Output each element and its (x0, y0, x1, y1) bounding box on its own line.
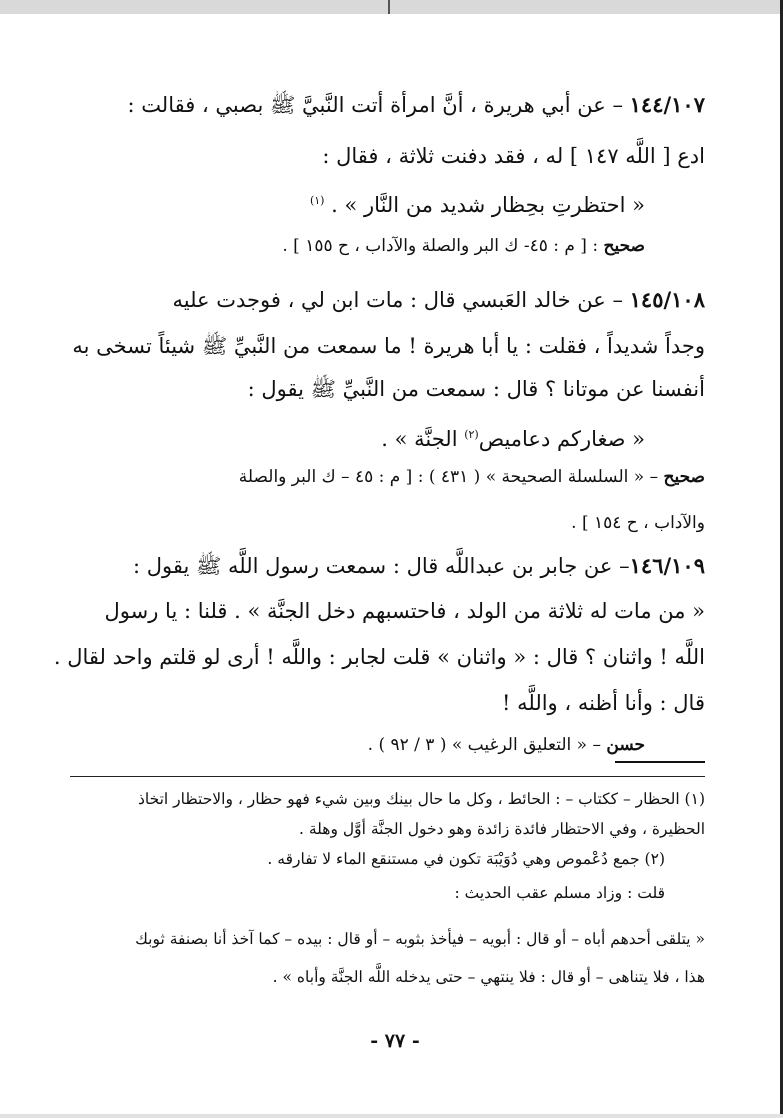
hadith-107-line-2: ادع [ اللَّه ١٤٧ ] له ، فقد دفنت ثلاثة ، فقال : (322, 144, 705, 168)
hadith-107-ref: : [ م : ٤٥- ك البر والصلة والآداب ، ح ١٥٥ ] . (282, 236, 604, 256)
footnote-quote-line-2: هذا ، فلا يتناهى – أو قال : فلا ينتهي – حتى يدخله اللَّه الجنَّة وأباه » . (272, 968, 705, 986)
grade-underline (615, 761, 705, 763)
hadith-109-line-1 (70, 552, 705, 580)
hadith-108-grading-1 (70, 463, 705, 491)
scan-top-strip (0, 0, 783, 14)
hadith-109-grading (70, 731, 645, 759)
footnote-quote-line-1: « يتلقى أحدهم أباه – أو قال : أبويه – فيأخذ بثوبه – أو قال : بيده – كما آخذ أنا بصنفة ثوبك (135, 930, 705, 948)
hadith-109-line-3: اللَّه ! واثنان ؟ قال : « واثنان » قلت لجابر : واللَّه ! أرى لو قلتم واحد لقال . (53, 645, 705, 669)
hadith-107-grading (70, 232, 645, 260)
hadith-108-line-3: أنفسنا عن موتانا ؟ قال : سمعت من النَّبيِّ ﷺ يقول : (247, 377, 705, 401)
hadith-108-grade: صحيح (663, 467, 705, 487)
hadith-109-grade: حسن (606, 735, 645, 755)
footnote-2: (٢) جمع دُعْموص وهي دُوَيْبَة تكون في مستنقع الماء لا تفارقه . (267, 850, 665, 868)
hadith-107-grade: صحيح (603, 236, 645, 256)
page-number: - ٧٧ - (370, 1030, 420, 1052)
scan-center-tick (388, 0, 390, 14)
hadith-109-line-4: قال : وأنا أظنه ، واللَّه ! (502, 691, 705, 715)
hadith-109-text-1: – عن جابر بن عبداللَّه قال : سمعت رسول اللَّه ﷺ يقول : (132, 554, 630, 578)
footnote-1-line-1: (١) الحظار – ككتاب – : الحائط ، وكل ما حال بينك وبين شيء فهو حظار ، والاحتظار اتخاذ (137, 790, 705, 808)
hadith-108-text-1: – عن خالد العَبسي قال : مات ابن لي ، فوجدت عليه (172, 288, 630, 312)
footnote-ref-1: (١) (309, 194, 325, 207)
footnote-rule (70, 776, 705, 777)
hadith-107-quote: « احتظرتِ بحِظار شديد من النَّار » . (331, 193, 645, 217)
hadith-107-line-1 (70, 91, 705, 119)
hadith-108-line-2: وجداً شديداً ، فقلت : يا أبا هريرة ! ما سمعت من النَّبيِّ ﷺ شيئاً تسخى به (72, 334, 705, 358)
hadith-108-quote-a: « صغاركم دعاميص (478, 427, 645, 451)
hadith-109-line-2: « من مات له ثلاثة من الولد ، فاحتسبهم دخل الجنَّة » . قلنا : يا رسول (104, 599, 705, 623)
hadith-108-line-4 (70, 421, 645, 453)
footnote-note: قلت : وزاد مسلم عقب الحديث : (454, 884, 665, 902)
hadith-107-number: ١٤٤/١٠٧ (629, 92, 705, 117)
hadith-107-line-3 (70, 187, 645, 219)
hadith-108-line-1 (70, 286, 705, 314)
hadith-108-quote-b: الجنَّة » . (381, 427, 465, 451)
hadith-109-ref: – « التعليق الرغيب » ( ٣ / ٩٢ ) . (367, 735, 607, 755)
footnote-1-line-2: الحظيرة ، وفي الاحتظار فائدة زائدة وهو دخول الجنَّة أوَّل وهلة . (298, 820, 705, 838)
hadith-109-number: ١٤٦/١٠٩ (629, 553, 705, 578)
footnote-ref-2: (٢) (464, 428, 479, 441)
hadith-107-text-1: – عن أبي هريرة ، أنَّ امرأة أتت النَّبيَّ ﷺ بصبي ، فقالت : (127, 93, 630, 117)
scan-bottom-edge (0, 1114, 783, 1118)
hadith-108-number: ١٤٥/١٠٨ (629, 287, 705, 312)
hadith-108-grading-2: والآداب ، ح ١٥٤ ] . (571, 513, 705, 533)
hadith-108-ref-1: – « السلسلة الصحيحة » ( ٤٣١ ) : [ م : ٤٥ – ك البر والصلة (238, 467, 664, 487)
